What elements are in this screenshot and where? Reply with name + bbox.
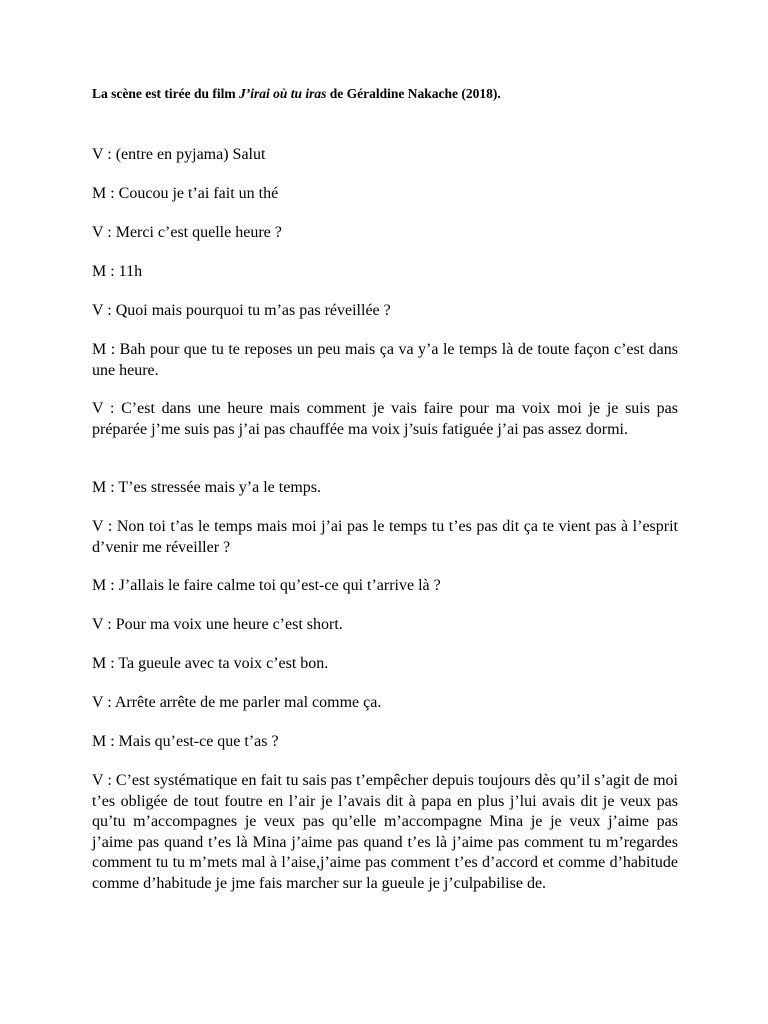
dialogue-line: M : Ta gueule avec ta voix c’est bon. — [92, 655, 329, 672]
dialogue-line: M : T’es stressée mais y’a le temps. — [92, 479, 321, 496]
dialogue-line: V : Pour ma voix une heure c’est short. — [92, 616, 343, 633]
dialogue-line: M : Mais qu’est-ce que t’as ? — [92, 733, 279, 750]
dialogue-line: V : C’est dans une heure mais comment je vais faire pour ma voix moi je je suis pas préparée j’me suis pas j’ai pas chauffée ma voix j’suis fatiguée j’ai pas assez dormi. — [92, 400, 678, 438]
film-title: J’irai où tu iras — [238, 86, 327, 101]
dialogue-line: V : (entre en pyjama) Salut — [92, 146, 266, 163]
document-title — [92, 85, 692, 103]
title-prefix: La scène est tirée du film — [92, 86, 239, 101]
dialogue-line: M : J’allais le faire calme toi qu’est-ce qui t’arrive là ? — [92, 577, 441, 594]
dialogue-line: M : Coucou je t’ai fait un thé — [92, 185, 279, 202]
title-suffix: de Géraldine Nakache (2018). — [326, 86, 501, 101]
dialogue-line: M : Bah pour que tu te reposes un peu mais ça va y’a le temps là de toute façon c’est dans une heure. — [92, 341, 678, 379]
dialogue-line: V : C’est systématique en fait tu sais pas t’empêcher depuis toujours dès qu’il s’agit de moi t’es obligée de tout foutre en l’air je l’avais dit à papa en plus j’lui avais dit je veux pas qu’tu m’accompagnes je veux pas qu’elle m’accompagne Mina je je veux j’aime pas j’aime pas quand t’es là Mina j’aime pas quand t’es là j’aime pas comment tu m’regardes comment tu tu m’mets mal à l’aise,j’aime pas comment t’es d’accord et comme d’habitude comme d’habitude je jme fais marcher sur la gueule je j’culpabilise de. — [92, 772, 678, 892]
dialogue-line: V : Quoi mais pourquoi tu m’as pas réveillée ? — [92, 302, 391, 319]
dialogue-line: M : 11h — [92, 263, 143, 280]
dialogue-line: V : Non toi t’as le temps mais moi j’ai pas le temps tu t’es pas dit ça te vient pas à l’esprit d’venir me réveiller ? — [92, 518, 678, 556]
dialogue-line: V : Merci c’est quelle heure ? — [92, 224, 282, 241]
dialogue-line: V : Arrête arrête de me parler mal comme ça. — [92, 694, 382, 711]
